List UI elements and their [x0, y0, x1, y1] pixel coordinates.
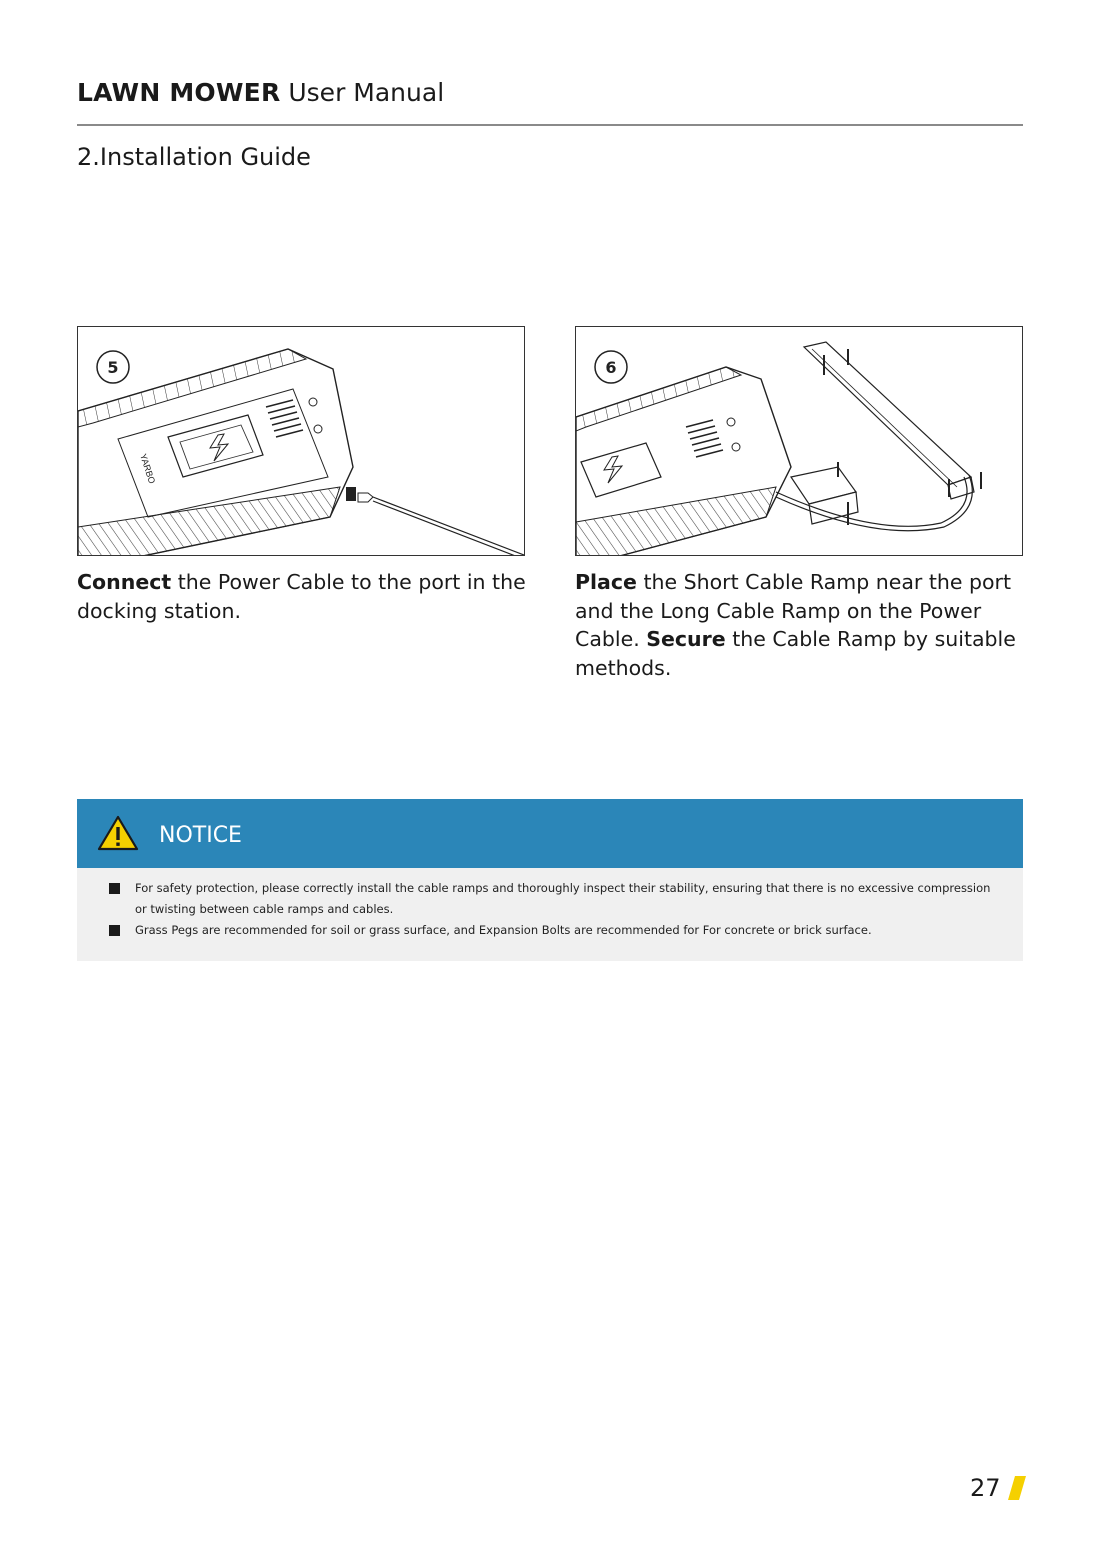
device-brand-label: YARBO: [138, 452, 158, 485]
step-6-text-2: the Cable Ramp by suitable methods.: [575, 627, 1016, 680]
step-5-caption: [77, 568, 537, 625]
notice-list: [77, 868, 1023, 941]
notice-item-text: Grass Pegs are recommended for soil or grass surface, and Expansion Bolts are recommended for For concrete or brick surface.: [135, 923, 872, 937]
step-5-action: Connect: [77, 570, 172, 594]
step-5-number: 5: [107, 358, 119, 377]
header-rule: [77, 124, 1023, 126]
section-title: 2.Installation Guide: [77, 143, 311, 171]
bullet-square-icon: [109, 883, 120, 894]
page-number: 27: [970, 1474, 1001, 1502]
notice-header: [77, 799, 1023, 868]
step-6-text-1: the Short Cable Ramp near the port and the Long Cable Ramp on the Power Cable.: [575, 570, 1012, 651]
bullet-square-icon: [109, 925, 120, 936]
step-6-caption: [575, 568, 1027, 682]
notice-item: [107, 878, 995, 920]
step-6-illustration: [575, 326, 1023, 556]
notice-item-text: For safety protection, please correctly install the cable ramps and thoroughly inspect their stability, ensuring that there is no excessive compression or twisting between cable ramps and cables.: [135, 881, 991, 916]
step-6-number: 6: [605, 358, 617, 377]
notice-box: [77, 799, 1023, 961]
step-6-action-1: Place: [575, 570, 637, 594]
step-6-action-2: Secure: [646, 627, 726, 651]
warning-triangle-icon: [97, 815, 139, 855]
step-5-text: the Power Cable to the port in the docking station.: [77, 570, 526, 623]
step-5-illustration: [77, 326, 525, 556]
page-accent-mark: [1008, 1476, 1026, 1504]
document-subtitle: User Manual: [288, 78, 445, 107]
brand-title: LAWN MOWER: [77, 78, 281, 107]
document-header: [77, 78, 444, 107]
notice-item: [107, 920, 995, 941]
notice-title: NOTICE: [159, 823, 242, 848]
